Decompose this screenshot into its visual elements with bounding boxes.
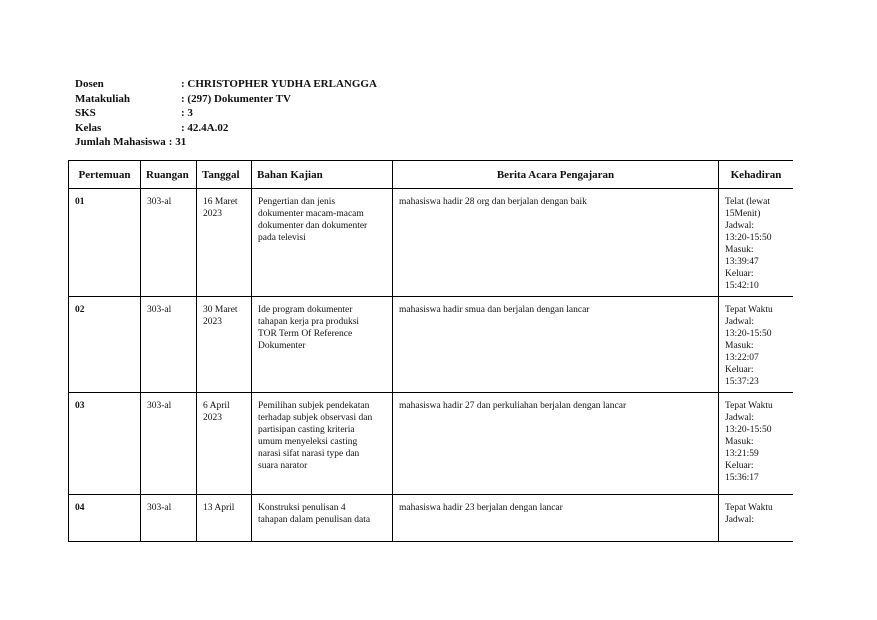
table-header-row xyxy=(69,161,794,189)
cell-pertemuan: 01 xyxy=(69,189,141,297)
header-bahan-kajian: Bahan Kajian xyxy=(252,161,393,189)
table-row xyxy=(69,393,794,495)
cell-line: Masuk: xyxy=(725,341,754,351)
cell-line: tahapan dalam penulisan data xyxy=(258,515,371,525)
info-row-sks xyxy=(75,106,377,121)
cell-line: Tepat Waktu xyxy=(725,305,773,315)
cell-line: dokumenter macam-macam xyxy=(258,209,364,219)
info-row-dosen xyxy=(75,77,377,92)
info-label: Kelas xyxy=(75,121,102,134)
cell-line: 2023 xyxy=(203,209,222,219)
cell-line: 13:20-15:50 xyxy=(725,233,772,243)
cell-line: 13:20-15:50 xyxy=(725,425,772,435)
header-berita-acara: Berita Acara Pengajaran xyxy=(393,161,719,189)
cell-line: 13:21:59 xyxy=(725,449,759,459)
cell-line: 13:20-15:50 xyxy=(725,329,772,339)
cell-kehadiran xyxy=(719,393,794,495)
cell-line: partisipan casting kriteria xyxy=(258,425,355,435)
info-value: : 31 xyxy=(168,136,187,148)
attendance-table xyxy=(68,160,793,542)
cell-line: 15Menit) xyxy=(725,209,761,219)
info-label: Dosen xyxy=(75,78,104,90)
cell-kehadiran xyxy=(719,297,794,393)
info-label: Jumlah Mahasiswa xyxy=(75,136,166,148)
cell-line: Keluar: xyxy=(725,461,754,471)
cell-line: 16 Maret xyxy=(203,197,238,207)
info-value: : 3 xyxy=(181,107,193,119)
cell-line: Masuk: xyxy=(725,437,754,447)
info-value: : (297) Dokumenter TV xyxy=(181,92,291,105)
cell-ruangan: 303-al xyxy=(141,189,197,297)
cell-kehadiran xyxy=(719,495,794,543)
cell-tanggal xyxy=(197,189,252,297)
cell-line: 6 April xyxy=(203,401,230,411)
cell-line: Tepat Waktu xyxy=(725,503,773,513)
cell-line: Jadwal: xyxy=(725,515,755,525)
cell-tanggal xyxy=(197,297,252,393)
cell-line: umum menyeleksi casting xyxy=(258,437,358,447)
cell-line: Keluar: xyxy=(725,365,754,375)
info-row-matakuliah xyxy=(75,92,377,107)
cell-line: TOR Term Of Reference xyxy=(258,329,353,339)
cell-line: Masuk: xyxy=(725,245,754,255)
cell-line: Ide program dokumenter xyxy=(258,305,353,315)
cell-line: 13 April xyxy=(203,503,235,513)
attendance-table-container xyxy=(68,160,793,542)
cell-line: 2023 xyxy=(203,317,222,327)
cell-line: Pengertian dan jenis xyxy=(258,197,336,207)
cell-line: Dokumenter xyxy=(258,341,306,351)
table-row xyxy=(69,297,794,393)
course-info xyxy=(75,77,377,150)
cell-pertemuan: 04 xyxy=(69,495,141,543)
table-row xyxy=(69,189,794,297)
info-label: SKS xyxy=(75,107,96,119)
cell-line: narasi sifat narasi type dan xyxy=(258,449,360,459)
cell-line: 15:37:23 xyxy=(725,377,759,387)
cell-pertemuan: 03 xyxy=(69,393,141,495)
cell-line: Jadwal: xyxy=(725,221,755,231)
cell-line: tahapan kerja pra produksi xyxy=(258,317,360,327)
info-row-jumlah xyxy=(75,135,377,150)
cell-line: dokumenter dan dokumenter xyxy=(258,221,368,231)
cell-berita-acara: mahasiswa hadir 23 berjalan dengan lancar xyxy=(393,495,719,543)
cell-ruangan: 303-al xyxy=(141,297,197,393)
cell-line: 15:36:17 xyxy=(725,473,759,483)
header-ruangan: Ruangan xyxy=(141,161,197,189)
cell-bahan-kajian xyxy=(252,297,393,393)
cell-bahan-kajian xyxy=(252,189,393,297)
cell-pertemuan: 02 xyxy=(69,297,141,393)
cell-bahan-kajian xyxy=(252,495,393,543)
info-value: : 42.4A.02 xyxy=(181,121,229,134)
header-tanggal: Tanggal xyxy=(197,161,252,189)
cell-line: pada televisi xyxy=(258,233,306,243)
cell-ruangan: 303-al xyxy=(141,393,197,495)
info-row-kelas xyxy=(75,121,377,136)
cell-line: Jadwal: xyxy=(725,413,755,423)
cell-line: 13:39:47 xyxy=(725,257,759,267)
cell-line: Keluar: xyxy=(725,269,754,279)
cell-berita-acara: mahasiswa hadir 27 dan perkuliahan berjalan dengan lancar xyxy=(393,393,719,495)
cell-line: suara narator xyxy=(258,461,308,471)
cell-line: 2023 xyxy=(203,413,222,423)
cell-line: Konstruksi penulisan 4 xyxy=(258,503,346,513)
info-label: Matakuliah xyxy=(75,92,131,105)
cell-berita-acara: mahasiswa hadir 28 org dan berjalan dengan baik xyxy=(393,189,719,297)
table-row xyxy=(69,495,794,543)
info-value: : CHRISTOPHER YUDHA ERLANGGA xyxy=(181,78,377,90)
cell-bahan-kajian xyxy=(252,393,393,495)
cell-line: 13:22:07 xyxy=(725,353,759,363)
cell-line: Telat (lewat xyxy=(725,197,770,207)
cell-line: terhadap subjek observasi dan xyxy=(258,413,373,423)
cell-ruangan: 303-al xyxy=(141,495,197,543)
cell-tanggal xyxy=(197,495,252,543)
cell-kehadiran xyxy=(719,189,794,297)
header-pertemuan: Pertemuan xyxy=(69,161,141,189)
cell-tanggal xyxy=(197,393,252,495)
cell-berita-acara: mahasiswa hadir smua dan berjalan dengan lancar xyxy=(393,297,719,393)
cell-line: 15:42:10 xyxy=(725,281,759,291)
header-kehadiran: Kehadiran xyxy=(719,161,794,189)
cell-line: Pemilihan subjek pendekatan xyxy=(258,401,370,411)
cell-line: Tepat Waktu xyxy=(725,401,773,411)
cell-line: 30 Maret xyxy=(203,305,238,315)
cell-line: Jadwal: xyxy=(725,317,755,327)
